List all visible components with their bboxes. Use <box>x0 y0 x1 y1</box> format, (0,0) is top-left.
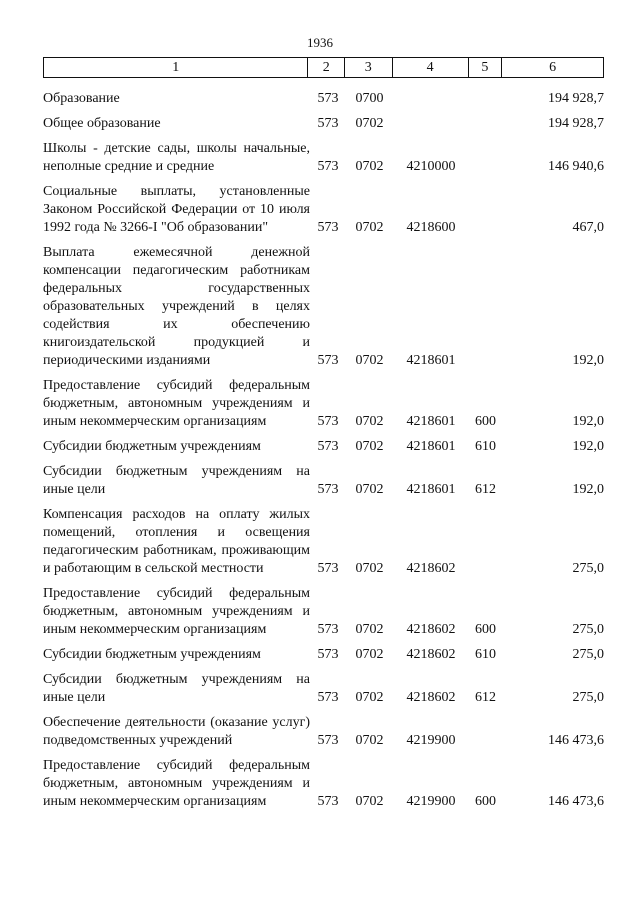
row-section: 0702 <box>355 561 384 576</box>
row-ved: 573 <box>317 91 339 106</box>
row-ved: 573 <box>317 647 339 662</box>
table-row <box>43 757 604 811</box>
row-ved: 573 <box>317 482 339 497</box>
row-amount: 192,0 <box>572 353 604 368</box>
row-name: Предоставление субсидий федеральным бюджетным, автономным учреждениям и иным некоммерческим организациям <box>43 758 310 809</box>
row-name: Предоставление субсидий федеральным бюджетным, автономным учреждениям и иным некоммерческим организациям <box>43 378 310 429</box>
table-row <box>43 183 604 237</box>
row-amount: 275,0 <box>572 647 604 662</box>
row-amount: 275,0 <box>572 622 604 637</box>
row-amount: 146 473,6 <box>548 794 604 809</box>
table-row <box>43 714 604 750</box>
row-name: Субсидии бюджетным учреждениям на иные цели <box>43 464 310 497</box>
table-row <box>43 506 604 578</box>
row-target-article: 4218601 <box>406 482 456 497</box>
header-row <box>44 58 604 78</box>
row-target-article: 4218601 <box>406 353 456 368</box>
row-expense-type: 600 <box>475 622 496 637</box>
row-section: 0702 <box>355 439 384 454</box>
row-section: 0702 <box>355 647 384 662</box>
table-row <box>43 244 604 370</box>
row-amount: 194 928,7 <box>548 116 604 131</box>
row-name: Компенсация расходов на оплату жилых помещений, отопления и освещения педагогическим работникам, проживающим и работающим в сельской местности <box>43 507 310 576</box>
table-row <box>43 671 604 707</box>
row-section: 0700 <box>355 91 384 106</box>
row-target-article: 4219900 <box>406 733 456 748</box>
row-section: 0702 <box>355 690 384 705</box>
page-number: 1936 <box>307 35 333 50</box>
row-ved: 573 <box>317 622 339 637</box>
row-amount: 146 473,6 <box>548 733 604 748</box>
row-ved: 573 <box>317 159 339 174</box>
row-section: 0702 <box>355 116 384 131</box>
row-expense-type: 612 <box>475 690 496 705</box>
row-amount: 146 940,6 <box>548 159 604 174</box>
table-body <box>43 90 604 818</box>
row-ved: 573 <box>317 690 339 705</box>
row-amount: 275,0 <box>572 690 604 705</box>
row-section: 0702 <box>355 414 384 429</box>
row-name: Выплата ежемесячной денежной компенсации педагогическим работникам федеральных государственных образовательных учреждений в целях содействия их обеспечению книгоиздательской продукцией и периодическими изданиями <box>43 245 310 368</box>
table-row <box>43 90 604 108</box>
row-name: Субсидии бюджетным учреждениям <box>43 647 261 662</box>
row-target-article: 4210000 <box>406 159 456 174</box>
table-row <box>43 463 604 499</box>
row-ved: 573 <box>317 561 339 576</box>
row-target-article: 4218602 <box>406 561 456 576</box>
row-target-article: 4218602 <box>406 622 456 637</box>
header-col-4: 4 <box>392 58 468 78</box>
row-section: 0702 <box>355 159 384 174</box>
row-name: Общее образование <box>43 116 161 131</box>
row-name: Субсидии бюджетным учреждениям <box>43 439 261 454</box>
row-section: 0702 <box>355 622 384 637</box>
header-col-5: 5 <box>468 58 502 78</box>
row-amount: 192,0 <box>572 414 604 429</box>
row-expense-type: 612 <box>475 482 496 497</box>
row-name: Субсидии бюджетным учреждениям на иные цели <box>43 672 310 705</box>
row-target-article: 4218601 <box>406 414 456 429</box>
row-section: 0702 <box>355 794 384 809</box>
row-ved: 573 <box>317 116 339 131</box>
row-ved: 573 <box>317 439 339 454</box>
row-target-article: 4219900 <box>406 794 456 809</box>
row-ved: 573 <box>317 353 339 368</box>
row-amount: 192,0 <box>572 439 604 454</box>
row-target-article: 4218602 <box>406 647 456 662</box>
header-col-1: 1 <box>44 58 308 78</box>
row-amount: 467,0 <box>572 220 604 235</box>
row-section: 0702 <box>355 353 384 368</box>
row-section: 0702 <box>355 733 384 748</box>
row-amount: 275,0 <box>572 561 604 576</box>
row-name: Социальные выплаты, установленные Законом Российской Федерации от 10 июля 1992 года № 3266-I "Об образовании" <box>43 184 310 235</box>
header-col-2: 2 <box>308 58 345 78</box>
row-ved: 573 <box>317 794 339 809</box>
row-name: Образование <box>43 91 120 106</box>
row-name: Обеспечение деятельности (оказание услуг) подведомственных учреждений <box>43 715 310 748</box>
row-ved: 573 <box>317 733 339 748</box>
row-amount: 192,0 <box>572 482 604 497</box>
row-section: 0702 <box>355 482 384 497</box>
header-col-3: 3 <box>345 58 392 78</box>
table-header <box>43 57 604 78</box>
table-row <box>43 585 604 639</box>
row-expense-type: 600 <box>475 414 496 429</box>
table-row <box>43 140 604 176</box>
row-amount: 194 928,7 <box>548 91 604 106</box>
row-expense-type: 600 <box>475 794 496 809</box>
header-col-6: 6 <box>502 58 604 78</box>
row-ved: 573 <box>317 414 339 429</box>
table-row <box>43 646 604 664</box>
row-expense-type: 610 <box>475 439 496 454</box>
row-section: 0702 <box>355 220 384 235</box>
row-target-article: 4218600 <box>406 220 456 235</box>
row-target-article: 4218602 <box>406 690 456 705</box>
row-expense-type: 610 <box>475 647 496 662</box>
table-row <box>43 377 604 431</box>
table-row <box>43 115 604 133</box>
row-name: Предоставление субсидий федеральным бюджетным, автономным учреждениям и иным некоммерческим организациям <box>43 586 310 637</box>
row-target-article: 4218601 <box>406 439 456 454</box>
table-row <box>43 438 604 456</box>
row-ved: 573 <box>317 220 339 235</box>
row-name: Школы - детские сады, школы начальные, неполные средние и средние <box>43 141 310 174</box>
